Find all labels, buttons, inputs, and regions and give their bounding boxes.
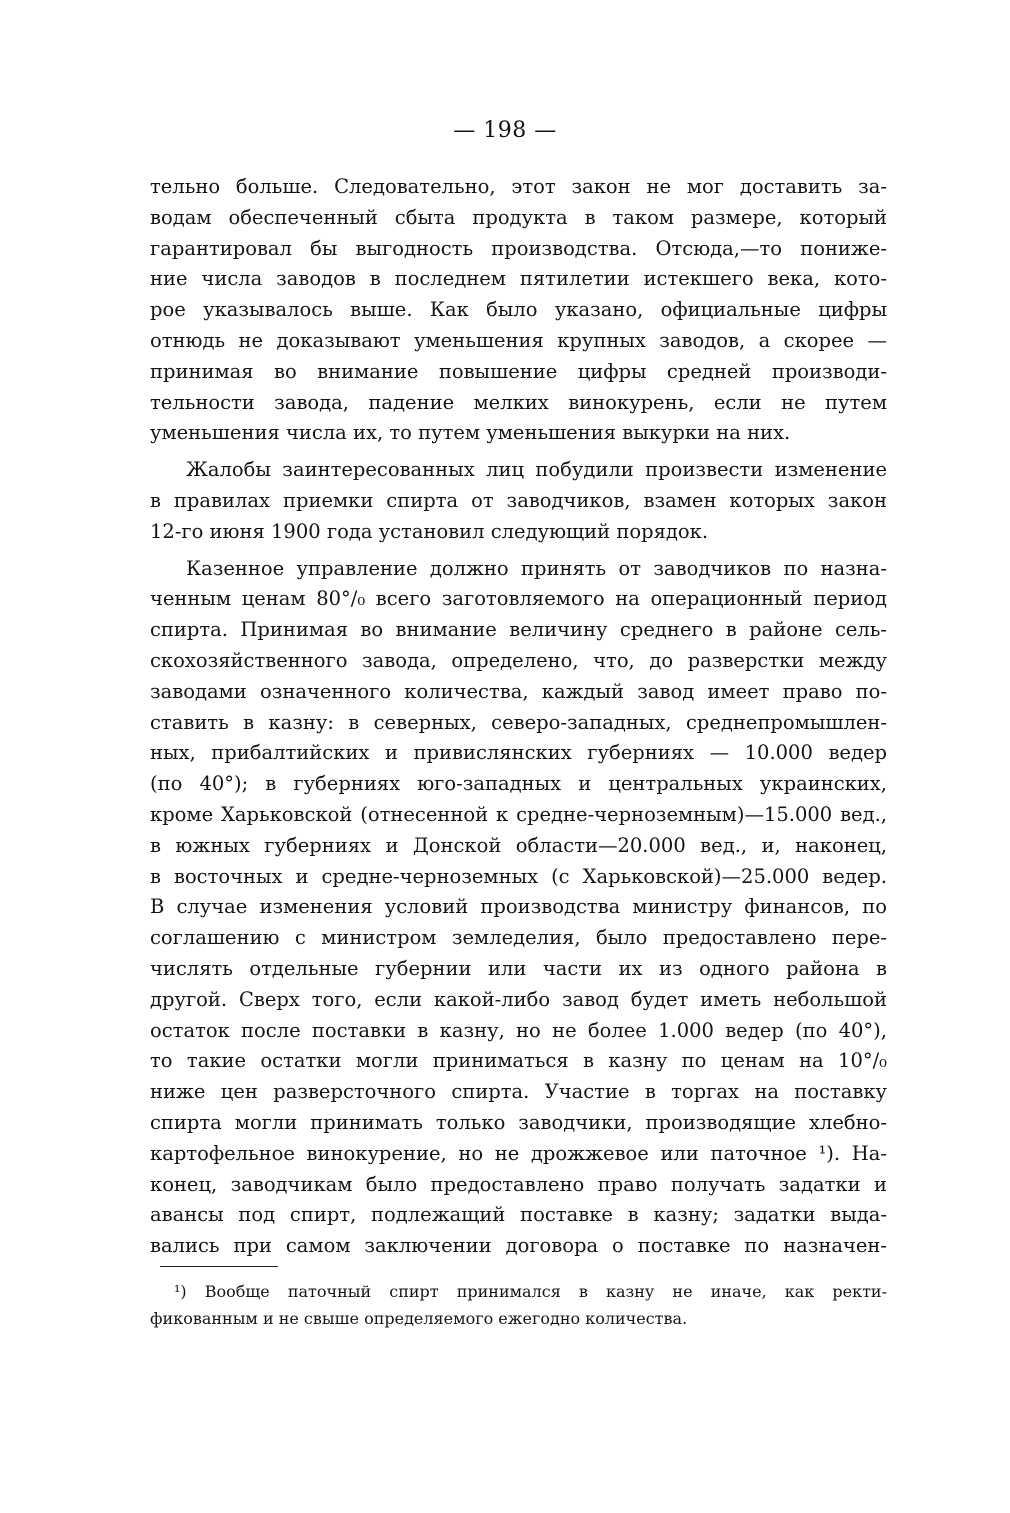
text-line: тельно больше. Следовательно, этот закон не мог доставить за- <box>150 175 887 198</box>
text-line: ниже цен разверсточного спирта. Участие в торгах на поставку <box>150 1080 887 1104</box>
text-line: принимая во внимание повышение цифры средней производи- <box>150 359 887 383</box>
text-line: ченным ценам 80°/₀ всего заготовляемого на операционный период <box>150 587 887 611</box>
text-line: авансы под спирт, подлежащий поставке в казну; задатки выда- <box>150 1203 887 1227</box>
text-line: картофельное винокурение, но не дрожжевое или паточное ¹). На- <box>150 1141 887 1165</box>
text-line: другой. Сверх того, если какой-либо завод будет иметь небольшой <box>150 987 887 1011</box>
main-text <box>150 172 887 1262</box>
text-line: ных, прибалтийских и привислянских губерниях — 10.000 ведер <box>150 741 887 765</box>
text-line: рое указывалось выше. Как было указано, официальные цифры <box>150 298 887 322</box>
paragraph <box>150 455 887 547</box>
text-line: Жалобы заинтересованных лиц побудили произвести изменение <box>186 458 887 482</box>
paragraph <box>150 172 887 449</box>
paragraph <box>150 554 887 1262</box>
footnote-divider <box>160 1266 278 1267</box>
text-line: 12-го июня 1900 года установил следующий порядок. <box>150 519 709 543</box>
text-line: спирта. Принимая во внимание величину среднего в районе сель- <box>150 618 887 642</box>
text-line: В случае изменения условий производства министру финансов, по <box>150 895 887 919</box>
text-line: отнюдь не доказывают уменьшения крупных заводов, а скорее — <box>150 328 887 352</box>
text-line: уменьшения числа их, то путем уменьшения выкурки на них. <box>150 421 791 445</box>
footnote-line: ¹) Вообще паточный спирт принимался в казну не иначе, как ректи- <box>174 1282 887 1301</box>
text-line: остаток после поставки в казну, но не более 1.000 ведер (по 40°), <box>150 1018 887 1042</box>
page-number: — 198 — <box>453 118 557 143</box>
text-line: конец, заводчикам было предоставлено право получать задатки и <box>150 1172 887 1196</box>
text-line: скохозяйственного завода, определено, что, до разверстки между <box>150 648 887 672</box>
text-line: вались при самом заключении договора о поставке по назначен- <box>150 1234 887 1258</box>
text-line: соглашению с министром земледелия, было предоставлено пере- <box>150 926 887 950</box>
footnote <box>150 1278 887 1332</box>
text-line: в восточных и средне-черноземных (с Харьковской)—25.000 ведер. <box>150 864 887 888</box>
text-line: Казенное управление должно принять от заводчиков по назна- <box>186 556 887 580</box>
text-line: то такие остатки могли приниматься в казну по ценам на 10°/₀ <box>150 1049 887 1073</box>
text-line: (по 40°); в губерниях юго-западных и центральных украинских, <box>150 772 887 796</box>
text-line: ние числа заводов в последнем пятилетии истекшего века, кото- <box>150 267 887 291</box>
text-line: водам обеспеченный сбыта продукта в таком размере, который <box>150 205 887 229</box>
text-line: кроме Харьковской (отнесенной к средне-черноземным)—15.000 вед., <box>150 802 887 826</box>
text-line: в южных губерниях и Донской области—20.000 вед., и, наконец, <box>150 833 887 857</box>
text-line: гарантировал бы выгодность производства. Отсюда,—то пониже- <box>150 236 887 260</box>
text-line: спирта могли принимать только заводчики, производящие хлебно- <box>150 1110 887 1134</box>
footnote-line: фикованным и не свыше определяемого ежегодно количества. <box>150 1309 688 1328</box>
text-line: тельности завода, падение мелких винокурень, если не путем <box>150 390 887 414</box>
text-line: в правилах приемки спирта от заводчиков, взамен которых закон <box>150 488 887 512</box>
text-line: заводами означенного количества, каждый завод имеет право по- <box>150 679 887 703</box>
text-line: числять отдельные губернии или части их из одного района в <box>150 956 887 980</box>
text-line: ставить в казну: в северных, северо-западных, среднепромышлен- <box>150 710 887 734</box>
